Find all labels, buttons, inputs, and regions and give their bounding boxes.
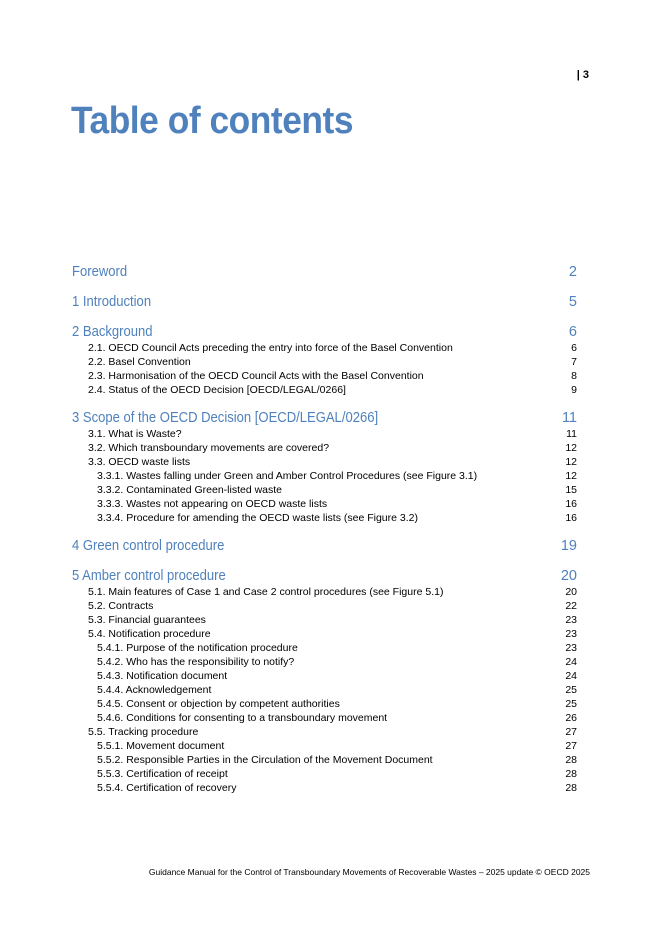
toc-section-link[interactable] [72,383,577,397]
toc-entry-page: 11 [561,410,577,426]
toc-entry-label: 2.1. OECD Council Acts preceding the entry into force of the Basel Convention [88,342,453,354]
toc-entry-page: 12 [565,442,577,454]
toc-entry-label: 3 Scope of the OECD Decision [OECD/LEGAL/0266] [72,410,379,426]
toc-section-link[interactable] [72,767,577,781]
toc-entry-page: 16 [565,498,577,510]
toc-section-link[interactable] [72,469,577,483]
toc-entry-page: 23 [565,642,577,654]
toc-entry-page: 20 [560,568,577,584]
toc-entry-label: 2.3. Harmonisation of the OECD Council Acts with the Basel Convention [88,370,424,382]
toc-entry-page: 25 [565,698,577,710]
toc-entry-label: 3.3.2. Contaminated Green-listed waste [97,484,283,496]
toc-entry-label: 5.4.3. Notification document [97,670,228,682]
toc-chapter-link[interactable] [72,409,577,427]
toc-section-link[interactable] [72,497,577,511]
toc-entry-label: 5.5.1. Movement document [97,740,225,752]
toc-section-link[interactable] [72,725,577,739]
toc-section-link[interactable] [72,427,577,441]
toc-section-link[interactable] [72,455,577,469]
toc-entry-label: 5.4. Notification procedure [88,628,211,640]
toc-entry-label: 5.5.4. Certification of recovery [97,782,237,794]
toc-chapter-link[interactable] [72,323,577,341]
toc-entry-label: 2.2. Basel Convention [88,356,191,368]
toc-entry-page: 28 [565,754,577,766]
toc-section-link[interactable] [72,641,577,655]
toc-entry-label: 4 Green control procedure [72,538,225,554]
toc-entry-page: 27 [565,726,577,738]
toc-entry-label: 5.3. Financial guarantees [88,614,206,626]
toc-section-link[interactable] [72,585,577,599]
toc-chapter-link[interactable] [72,263,577,281]
toc-entry-page: 5 [568,294,577,310]
toc-entry-page: 28 [565,768,577,780]
toc-entry-label: 5 Amber control procedure [72,568,226,584]
toc-entry-page: 27 [565,740,577,752]
toc-entry-label: 5.4.4. Acknowledgement [97,684,212,696]
toc-section-link[interactable] [72,683,577,697]
toc-entry-page: 11 [566,428,577,440]
toc-entry-label: 3.2. Which transboundary movements are covered? [88,442,330,454]
toc-section-link[interactable] [72,511,577,525]
toc-section-link[interactable] [72,711,577,725]
toc-entry-page: 6 [568,324,577,340]
toc-section-link[interactable] [72,483,577,497]
toc-entry-label: 3.3.1. Wastes falling under Green and Amber Control Procedures (see Figure 3.1) [97,470,478,482]
table-of-contents [72,263,577,795]
toc-chapter-link[interactable] [72,293,577,311]
page-number: | 3 [576,69,589,81]
toc-entry-label: 5.4.5. Consent or objection by competent authorities [97,698,340,710]
toc-section-link[interactable] [72,669,577,683]
page-title: Table of contents [71,100,354,142]
toc-entry-label: 5.5. Tracking procedure [88,726,199,738]
page-footer: Guidance Manual for the Control of Transboundary Movements of Recoverable Wastes – 2025 update © OECD 2025 [148,867,590,877]
toc-entry-page: 20 [565,586,577,598]
toc-entry-label: 5.4.1. Purpose of the notification procedure [97,642,298,654]
toc-entry-page: 16 [565,512,577,524]
toc-entry-page: 8 [571,370,577,382]
toc-section-link[interactable] [72,355,577,369]
toc-section-link[interactable] [72,369,577,383]
toc-entry-page: 12 [565,456,577,468]
toc-entry-page: 25 [565,684,577,696]
toc-chapter-link[interactable] [72,567,577,585]
toc-section-link[interactable] [72,599,577,613]
toc-section-link[interactable] [72,753,577,767]
toc-entry-label: 5.4.6. Conditions for consenting to a transboundary movement [97,712,388,724]
toc-section-link[interactable] [72,441,577,455]
toc-entry-label: Foreword [72,264,128,280]
toc-entry-label: 5.5.3. Certification of receipt [97,768,228,780]
toc-entry-page: 23 [565,628,577,640]
toc-entry-page: 22 [565,600,577,612]
toc-entry-label: 2.4. Status of the OECD Decision [OECD/LEGAL/0266] [88,384,346,396]
toc-entry-label: 5.4.2. Who has the responsibility to notify? [97,656,295,668]
toc-section-link[interactable] [72,697,577,711]
toc-entry-page: 15 [565,484,577,496]
toc-entry-label: 3.3.3. Wastes not appearing on OECD waste lists [97,498,328,510]
toc-entry-label: 3.1. What is Waste? [88,428,182,440]
toc-entry-label: 2 Background [72,324,153,340]
toc-entry-label: 3.3.4. Procedure for amending the OECD waste lists (see Figure 3.2) [97,512,418,524]
toc-entry-page: 19 [560,538,577,554]
toc-entry-page: 23 [565,614,577,626]
toc-entry-page: 28 [565,782,577,794]
toc-section-link[interactable] [72,655,577,669]
toc-entry-page: 26 [565,712,577,724]
toc-section-link[interactable] [72,627,577,641]
toc-entry-page: 9 [571,384,577,396]
toc-chapter-link[interactable] [72,537,577,555]
toc-entry-label: 3.3. OECD waste lists [88,456,191,468]
toc-entry-label: 1 Introduction [72,294,152,310]
toc-entry-page: 2 [568,264,577,280]
toc-entry-page: 12 [565,470,577,482]
toc-entry-label: 5.1. Main features of Case 1 and Case 2 control procedures (see Figure 5.1) [88,586,444,598]
toc-entry-label: 5.2. Contracts [88,600,154,612]
toc-entry-page: 24 [565,670,577,682]
toc-section-link[interactable] [72,341,577,355]
toc-section-link[interactable] [72,781,577,795]
toc-entry-label: 5.5.2. Responsible Parties in the Circulation of the Movement Document [97,754,433,766]
toc-section-link[interactable] [72,613,577,627]
toc-entry-page: 24 [565,656,577,668]
toc-entry-page: 6 [571,342,577,354]
toc-section-link[interactable] [72,739,577,753]
toc-entry-page: 7 [571,356,577,368]
